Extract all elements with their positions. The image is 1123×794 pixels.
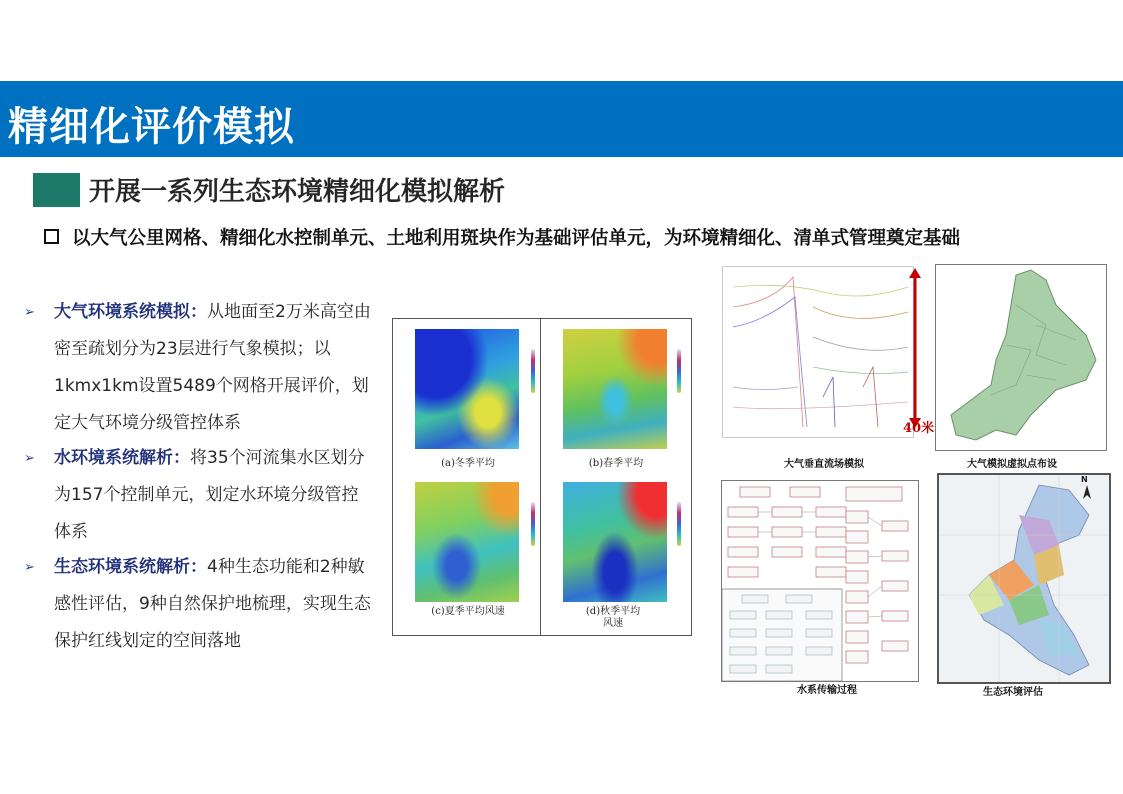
winter-wind-map (415, 329, 519, 449)
height-label: 40米 (903, 421, 935, 436)
bullet-heading: 生态环境系统解析： (54, 557, 207, 577)
map-caption: (d)秋季平均风速 (585, 606, 641, 629)
colorbar (677, 349, 681, 393)
main-point: 以大气公里网格、精细化水控制单元、土地利用斑块作为基础评估单元，为环境精细化、清单式管理奠定基础 (72, 228, 961, 249)
wind-map-panel (392, 318, 692, 636)
figure-caption: 水系传输过程 (797, 685, 857, 696)
arrow-bullet-icon: ➢ (24, 560, 35, 575)
water-transfer-figure (721, 480, 919, 682)
map-caption: (a)冬季平均 (441, 458, 495, 469)
bullet-body: 从地面至2万米高空由密至疏划分为23层进行气象模拟；以1kmx1km设置5489个网格开展评价，划定大气环境分级管控体系 (54, 302, 371, 433)
colorbar (531, 502, 535, 546)
bullet-body: 将35个河流集水区划分为157个控制单元，划定水环境分级管控体系 (54, 448, 365, 542)
arrow-bullet-icon: ➢ (24, 305, 35, 320)
colorbar (531, 349, 535, 393)
north-label: N (1081, 475, 1088, 484)
vertical-flow-figure (722, 266, 914, 438)
spring-wind-map (563, 329, 667, 449)
bullet-atmosphere (22, 294, 372, 442)
bullet-heading: 水环境系统解析： (54, 448, 190, 468)
checkbox-bullet-icon (44, 229, 59, 244)
map-caption: (c)夏季平均风速 (431, 606, 505, 617)
bullet-water (22, 440, 372, 551)
arrow-bullet-icon: ➢ (24, 451, 35, 466)
figure-caption: 大气垂直流场模拟 (784, 459, 864, 470)
figure-caption: 生态环境评估 (983, 687, 1043, 698)
autumn-wind-map (563, 482, 667, 602)
summer-wind-map (415, 482, 519, 602)
flow-lines-svg (723, 267, 913, 437)
colorbar (677, 502, 681, 546)
eco-eval-figure (937, 473, 1111, 684)
figure-caption: 大气模拟虚拟点布设 (967, 459, 1057, 470)
bullet-body: 4种生态功能和2种敏感性评估，9种自然保护地梳理，实现生态保护红线划定的空间落地 (54, 557, 371, 651)
bullet-heading: 大气环境系统模拟： (54, 302, 207, 322)
map-caption: (b)春季平均 (588, 458, 644, 469)
height-arrow-icon (907, 268, 923, 428)
title-bar (0, 81, 1123, 157)
panel-divider (540, 319, 541, 635)
section-marker (33, 173, 80, 207)
eco-map-svg (939, 475, 1109, 682)
bullet-ecology (22, 549, 372, 660)
region-map-svg (936, 265, 1106, 450)
flow-diagram-svg (722, 481, 918, 681)
section-title: 开展一系列生态环境精细化模拟解析 (89, 177, 506, 207)
page-title: 精细化评价模拟 (8, 104, 295, 150)
bullet-list (22, 294, 372, 660)
virtual-points-figure (935, 264, 1107, 451)
